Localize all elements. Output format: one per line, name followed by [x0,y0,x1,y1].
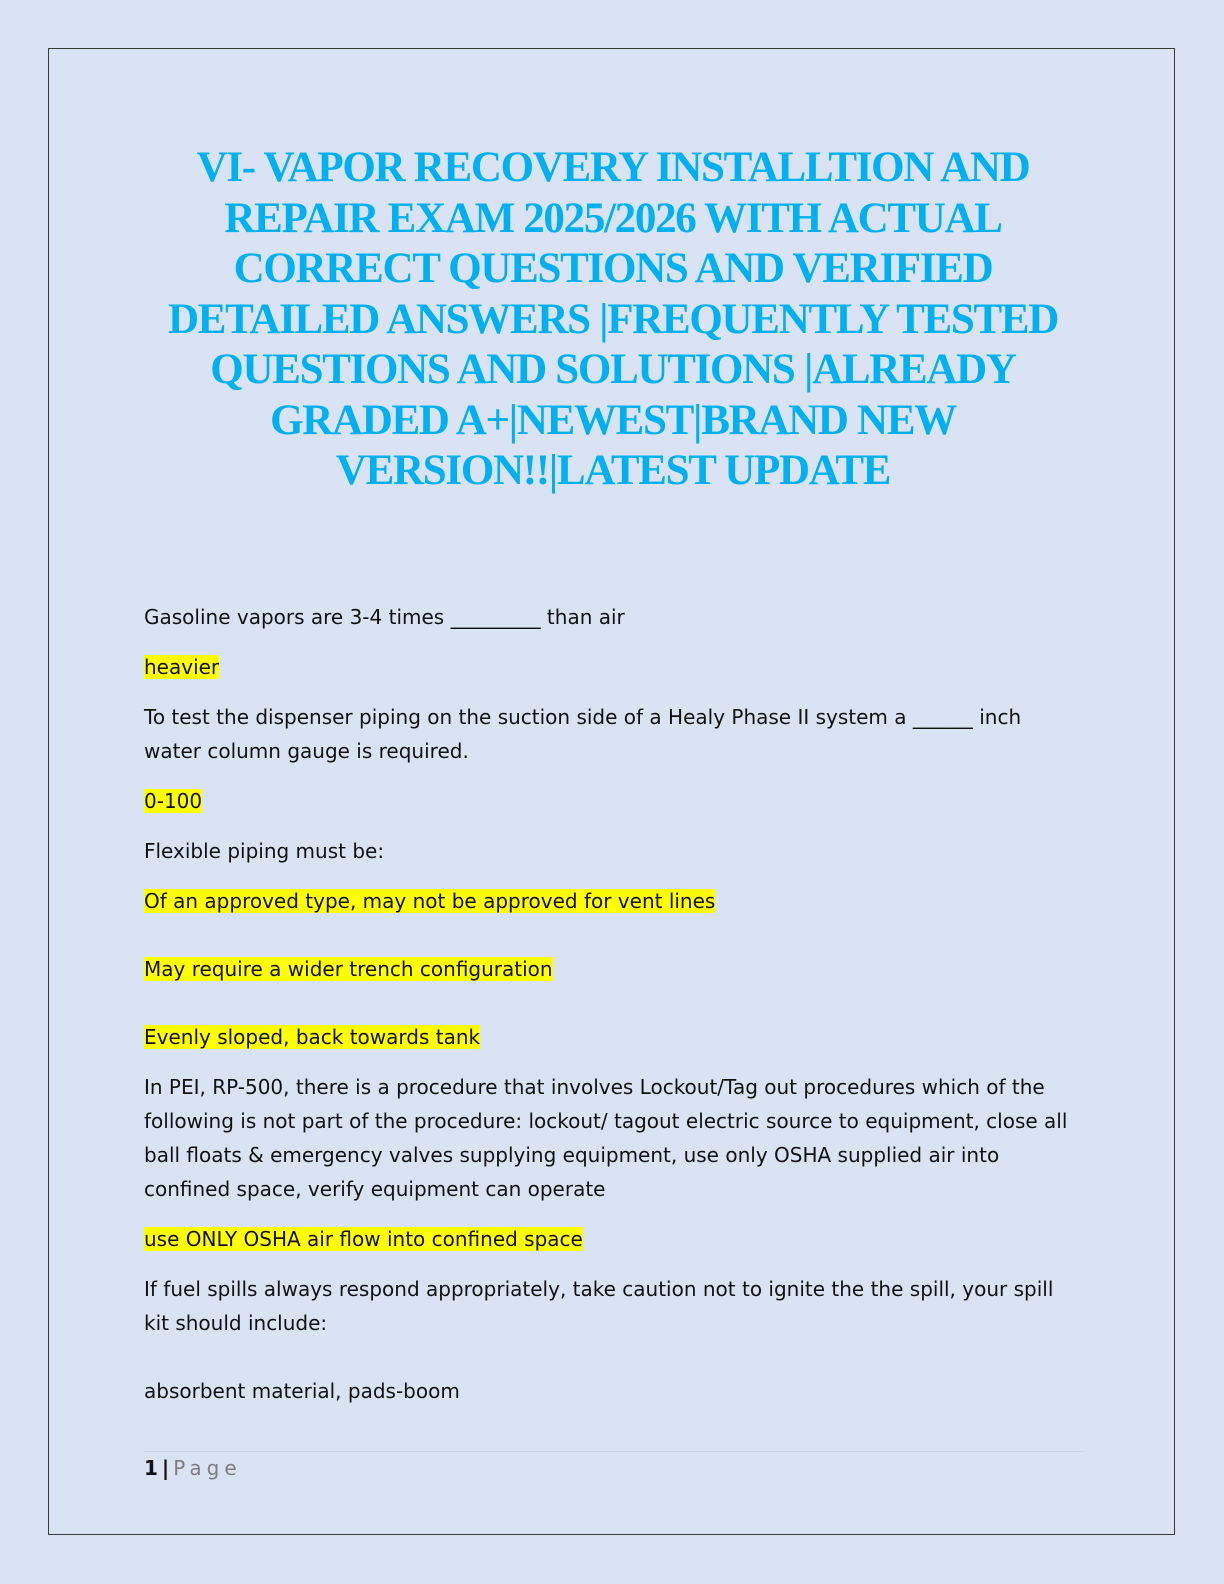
question-1: Gasoline vapors are 3-4 times _________ than air [144,605,625,629]
document-title: VI- VAPOR RECOVERY INSTALLTION AND REPAIR EXAM 2025/2026 WITH ACTUAL CORRECT QUESTIONS AND VERIFIED DETAILED ANSWERS |FREQUENTLY TESTED QUESTIONS AND SOLUTIONS |ALREADY GRADED A+|NEWEST|BRAND NEW VERSION!!|LATEST UPDATE [168,144,1058,494]
footer-separator: | [161,1456,170,1480]
question-5: If fuel spills always respond appropriately, take caution not to ignite the the spill, your spill kit should include: [144,1277,1054,1335]
answer-2: 0-100 [144,789,203,813]
question-3: Flexible piping must be: [144,839,385,863]
answer-4: use ONLY OSHA air flow into confined space [144,1227,583,1251]
page-number: 1 [144,1456,158,1480]
answer-3-list [144,884,1084,1054]
answer-3-item: May require a wider trench configuration [144,957,553,981]
question-2: To test the dispenser piping on the suction side of a Healy Phase II system a ______ inch water column gauge is required. [144,705,1022,763]
answer-3-item: Evenly sloped, back towards tank [144,1025,481,1049]
question-4: In PEI, RP-500, there is a procedure that involves Lockout/Tag out procedures which of the following is not part of the procedure: lockout/ tagout electric source to equipment, close all ball floats & emergency valves supplying equipment, use only OSHA supplied air into confined space, verify equipment can operate [144,1075,1068,1201]
footer-divider [144,1451,1084,1452]
page-label: Page [173,1456,242,1480]
qa-content [144,600,1084,1424]
page-footer [144,1454,242,1482]
answer-3-item: Of an approved type, may not be approved for vent lines [144,889,716,913]
answer-1: heavier [144,655,220,679]
answer-5: absorbent material, pads-boom [144,1379,460,1403]
